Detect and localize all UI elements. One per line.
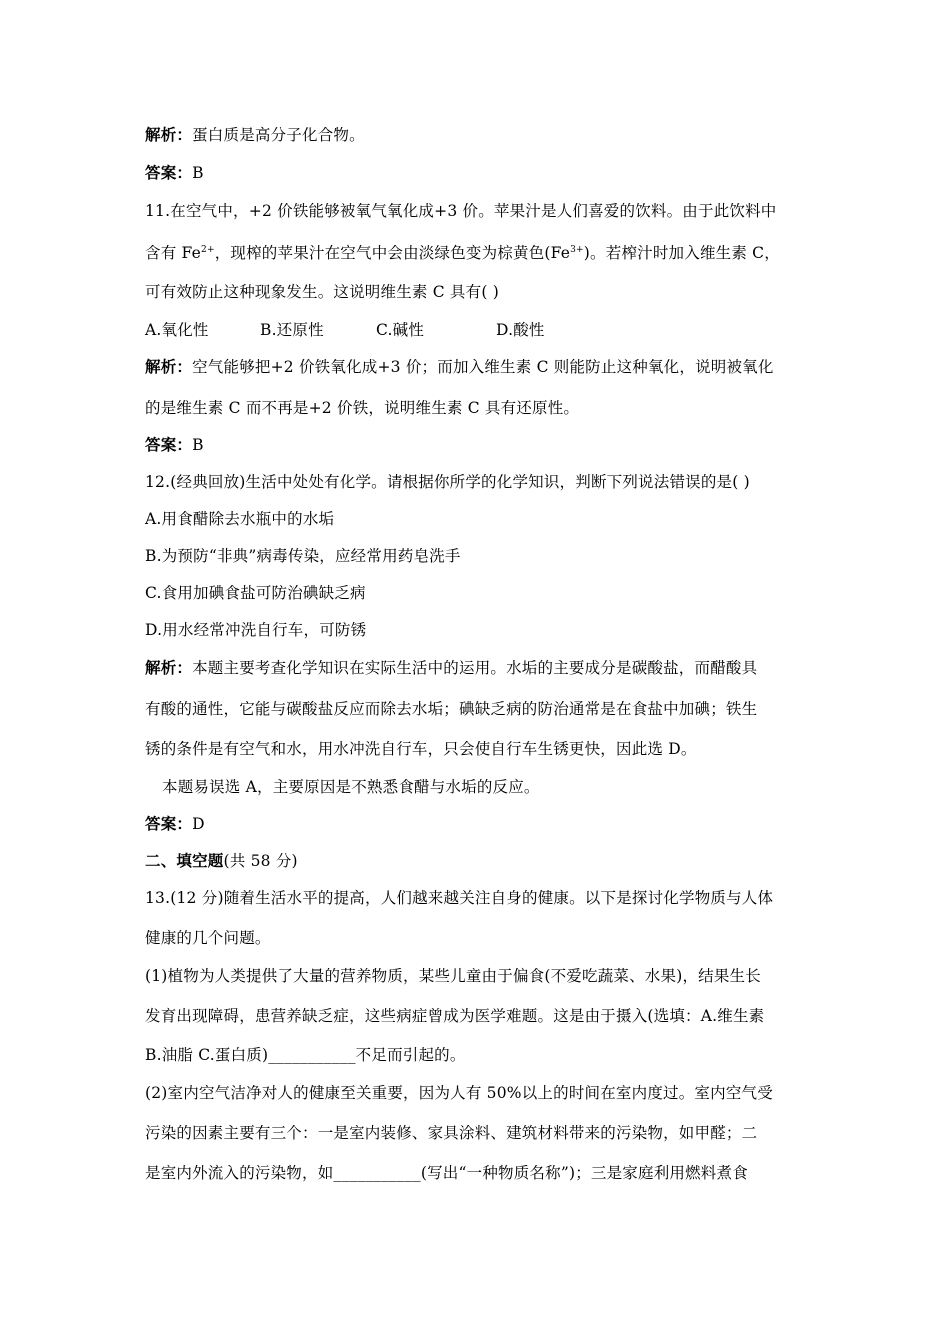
section-heading: [145, 851, 810, 871]
q11-answer: [145, 435, 810, 455]
q11-analysis-line-1: [145, 357, 810, 377]
answer-text: B: [192, 436, 204, 454]
q12-option-c: C.食用加碘食盐可防治碘缺乏病: [145, 584, 366, 602]
q11-sup-fe3: 3+: [570, 245, 584, 255]
q12-option-d: D.用水经常冲洗自行车，可防锈: [145, 621, 367, 639]
q10-answer: [145, 163, 810, 183]
answer-text: B: [192, 164, 204, 182]
q12-stem: 12.(经典回放)生活中处处有化学。请根据你所学的化学知识，判断下列说法错误的是( ): [145, 473, 750, 491]
q13-part1-line-1: (1)植物为人类提供了大量的营养物质，某些儿童由于偏食(不爱吃蔬菜、水果)，结果生长: [145, 967, 761, 985]
q12-option-a: A.用食醋除去水瓶中的水垢: [145, 510, 335, 528]
analysis-label: 解析：: [145, 357, 193, 376]
answer-label: 答案：: [145, 814, 193, 833]
q11-text-b: ，现榨的苹果汁在空气中会由淡绿色变为棕黄色(Fe: [214, 244, 571, 262]
q13-part2-line-2: 污染的因素主要有三个：一是室内装修、家具涂料、建筑材料带来的污染物，如甲醛；二: [145, 1124, 758, 1142]
q13-part2-line-3: 是室内外流入的污染物，如___________(写出“一种物质名称”)；三是家庭利用燃料煮食: [145, 1164, 748, 1182]
analysis-label: 解析：: [145, 658, 193, 677]
analysis-label: 解析：: [145, 125, 193, 144]
q13-stem-line-2: 健康的几个问题。: [145, 929, 271, 947]
q11-option-b: B.还原性: [260, 321, 324, 339]
q11-option-d: D.酸性: [496, 321, 545, 339]
answer-label: 答案：: [145, 435, 193, 454]
q11-text-a: 含有 Fe: [145, 244, 202, 262]
q11-stem-line-1: 11.在空气中，+2 价铁能够被氧气氧化成+3 价。苹果汁是人们喜爱的饮料。由于此饮料中: [145, 202, 777, 220]
q11-options: [145, 320, 810, 340]
q13-part1-line-3: B.油脂 C.蛋白质)___________不足而引起的。: [145, 1046, 466, 1064]
q12-option-b: B.为预防“非典”病毒传染，应经常用药皂洗手: [145, 547, 461, 565]
q13-part2-line-1: (2)室内空气洁净对人的健康至关重要，因为人有 50%以上的时间在室内度过。室内空气受: [145, 1084, 773, 1102]
q12-note: 本题易误选 A，主要原因是不熟悉食醋与水垢的反应。: [162, 778, 540, 796]
analysis-text: 本题主要考查化学知识在实际生活中的运用。水垢的主要成分是碳酸盐，而醋酸具: [192, 659, 758, 677]
q12-answer: [145, 814, 810, 834]
answer-text: D: [192, 815, 205, 833]
q11-option-a: A.氧化性: [145, 321, 209, 339]
q11-text-c: )。若榨汁时加入维生素 C，: [583, 244, 780, 262]
q13-stem-line-1: 13.(12 分)随着生活水平的提高，人们越来越关注自身的健康。以下是探讨化学物质与人体: [145, 889, 774, 907]
q13-part1-line-2: 发育出现障碍，患营养缺乏症，这些病症曾成为医学难题。这是由于摄入(选填：A.维生素: [145, 1007, 765, 1025]
answer-label: 答案：: [145, 163, 193, 182]
q11-option-c: C.碱性: [376, 321, 425, 339]
analysis-text: 蛋白质是高分子化合物。: [192, 126, 365, 144]
section-points: (共 58 分): [223, 852, 298, 870]
q11-stem-line-2: [145, 243, 810, 263]
q12-analysis-line-1: [145, 658, 810, 678]
q10-analysis: [145, 125, 810, 145]
analysis-text: 空气能够把+2 价铁氧化成+3 价；而加入维生素 C 则能防止这种氧化，说明被氧化: [192, 358, 774, 376]
q11-sup-fe2: 2+: [201, 245, 215, 255]
q12-analysis-line-3: 锈的条件是有空气和水，用水冲洗自行车，只会使自行车生锈更快，因此选 D。: [145, 740, 697, 758]
q12-analysis-line-2: 有酸的通性，它能与碳酸盐反应而除去水垢；碘缺乏病的防治通常是在食盐中加碘；铁生: [145, 700, 758, 718]
q11-stem-line-3: 可有效防止这种现象发生。这说明维生素 C 具有( ): [145, 283, 499, 301]
q11-analysis-line-2: 的是维生素 C 而不再是+2 价铁，说明维生素 C 具有还原性。: [145, 399, 580, 417]
section-title: 二、填空题: [145, 851, 224, 870]
